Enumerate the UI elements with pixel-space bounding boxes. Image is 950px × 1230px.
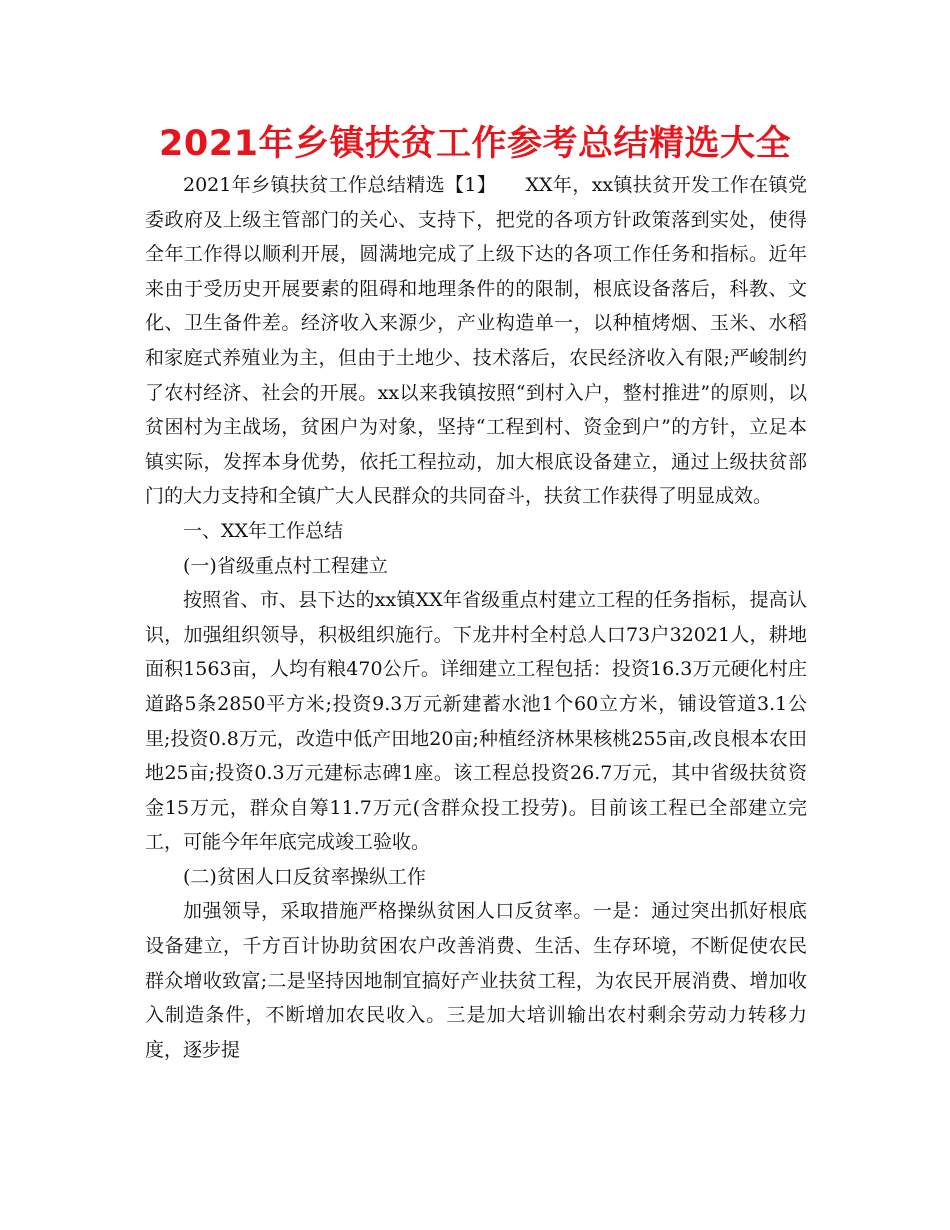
document-title: 2021年乡镇扶贫工作参考总结精选大全 xyxy=(159,124,791,164)
paragraph-intro: 2021年乡镇扶贫工作总结精选【1】 XX年，xx镇扶贫开发工作在镇党委政府及上级主管部门的关心、支持下，把党的各项方针政策落到实处，使得全年工作得以顺利开展，圆满地完成了上级下达的各项工作任务和指标。近年来由于受历史开展要素的阻碍和地理条件的的限制，根底设备落后，科教、文化、卫生备件差。经济收入来源少，产业构造单一，以种植烤烟、玉米、水稻和家庭式养殖业为主，但由于土地少、技术落后，农民经济收入有限;严峻制约了农村经济、社会的开展。xx以来我镇按照“到村入户，整村推进”的原则，以贫困村为主战场，贫困户为对象，坚持“工程到村、资金到户”的方针，立足本镇实际，发挥本身优势，依托工程拉动，加大根底设备建立，通过上级扶贫部门的大力支持和全镇广大人民群众的共同奋斗，扶贫工作获得了明显成效。 xyxy=(145,174,807,508)
paragraph-key-village: 按照省、市、县下达的xx镇XX年省级重点村建立工程的任务指标，提高认识，加强组织领导，积极组织施行。下龙井村全村总人口73户32021人，耕地面积1563亩，人均有粮470公斤。详细建立工程包括：投资16.3万元硬化村庄道路5条2850平方米;投资9.3万元新建蓄水池1个60立方米，铺设管道3.1公里;投资0.8万元，改造中低产田地20亩;种植经济林果核桃255亩,改良根本农田地25亩;投资0.3万元建标志碑1座。该工程总投资26.7万元，其中省级扶贫资金15万元，群众自筹11.7万元(含群众投工投劳)。目前该工程已全部建立完工，可能今年年底完成竣工验收。 xyxy=(145,589,807,854)
subsection-heading-poverty-return: (二)贫困人口反贫率操纵工作 xyxy=(183,865,426,888)
paragraph-poverty-return: 加强领导，采取措施严格操纵贫困人口反贫率。一是：通过突出抓好根底设备建立，千方百计协助贫困农户改善消费、生活、生存环境，不断促使农民群众增收致富;二是坚持因地制宜搞好产业扶贫工程，为农民开展消费、增加收入制造条件，不断增加农民收入。三是加大培训输出农村剩余劳动力转移力度，逐步提 xyxy=(145,900,807,1061)
subsection-heading-key-village: (一)省级重点村工程建立 xyxy=(183,554,388,577)
document-body xyxy=(145,168,807,1067)
section-heading-summary: 一、XX年工作总结 xyxy=(183,519,344,542)
